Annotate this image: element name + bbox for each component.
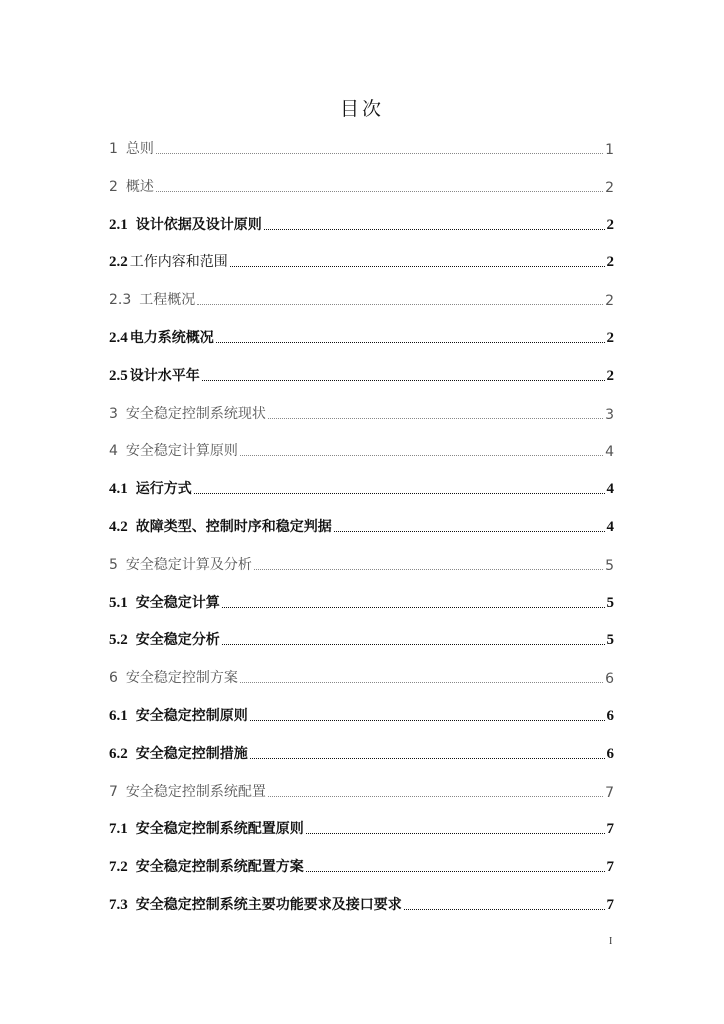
toc-entry-page: 6 — [606, 708, 614, 724]
toc-entry[interactable] — [109, 592, 614, 612]
toc-entry-number: 7.3 — [109, 897, 128, 913]
toc-entry-title: 安全稳定控制系统主要功能要求及接口要求 — [135, 897, 402, 913]
dot-leader — [222, 606, 605, 608]
toc-entry-label — [109, 818, 304, 838]
toc-entry[interactable] — [109, 289, 614, 309]
toc-entry-page: 5 — [606, 594, 614, 611]
toc-entry[interactable] — [109, 629, 614, 649]
toc-entry-page: 4 — [606, 519, 614, 535]
toc-entry-title: 安全稳定控制系统配置原则 — [135, 821, 304, 838]
toc-entry-label — [109, 781, 266, 801]
toc-entry-title: 概述 — [125, 178, 154, 195]
toc-entry-page: 2 — [605, 293, 614, 310]
toc-entry-page: 7 — [606, 897, 614, 913]
toc-entry-title: 安全稳定控制系统现状 — [125, 405, 266, 422]
toc-entry-page: 3 — [605, 406, 614, 423]
toc-entry-label — [109, 554, 252, 574]
toc-entry[interactable] — [109, 176, 614, 196]
toc-entry-title: 安全稳定计算及分析 — [125, 556, 252, 573]
toc-entry-label — [109, 592, 220, 612]
toc-entry-title: 设计水平年 — [129, 367, 200, 384]
toc-title: 目次 — [339, 98, 384, 120]
toc-entry-label — [109, 365, 200, 385]
dot-leader — [197, 303, 603, 305]
toc-entry-title: 安全稳定计算 — [135, 594, 220, 611]
toc-entry-label — [109, 894, 402, 914]
toc-entry-page: 2 — [606, 254, 614, 271]
toc-entry[interactable] — [109, 781, 614, 801]
toc-entry-label — [109, 856, 304, 876]
toc-entry-label — [109, 327, 214, 347]
toc-entry-title: 安全稳定控制方案 — [125, 670, 238, 687]
toc-entry-number: 6.1 — [109, 708, 128, 724]
dot-leader — [240, 681, 603, 683]
toc-entry-page: 2 — [605, 179, 614, 196]
toc-entry-number: 2.2 — [109, 254, 128, 271]
toc-entry-number: 1 — [109, 141, 118, 157]
dot-leader — [268, 795, 603, 797]
dot-leader — [216, 341, 605, 343]
toc-entry-label — [109, 667, 238, 687]
toc-entry[interactable] — [109, 516, 614, 536]
toc-entry-number: 4.2 — [109, 519, 128, 535]
toc-entry-title: 工程概况 — [139, 292, 196, 309]
toc-entry[interactable] — [109, 327, 614, 347]
dot-leader — [240, 454, 603, 456]
toc-entry-label — [109, 478, 192, 498]
dot-leader — [254, 568, 603, 570]
toc-entry[interactable] — [109, 554, 614, 574]
toc-entry[interactable] — [109, 894, 614, 914]
toc-entry-number: 2.1 — [109, 216, 128, 233]
toc-entry-page: 4 — [606, 481, 614, 498]
toc-entry-label — [109, 289, 195, 309]
toc-entry[interactable] — [109, 365, 614, 385]
dot-leader — [334, 530, 605, 532]
toc-entry-number: 2 — [109, 178, 118, 195]
toc-entry-label — [109, 629, 220, 649]
toc-entry[interactable] — [109, 440, 614, 460]
toc-entry-page: 5 — [606, 632, 614, 649]
dot-leader — [250, 719, 605, 721]
dot-leader — [230, 265, 605, 267]
toc-entry[interactable] — [109, 818, 614, 838]
dot-leader — [156, 190, 603, 192]
toc-entry-number: 4.1 — [109, 481, 128, 498]
toc-entry-title: 安全稳定计算原则 — [125, 443, 238, 460]
toc-entry-number: 2.4 — [109, 330, 128, 346]
toc-entry-page: 5 — [605, 557, 614, 574]
toc-entry-label — [109, 743, 248, 763]
toc-entry[interactable] — [109, 138, 614, 158]
toc-entry-number: 3 — [109, 405, 118, 422]
toc-entry-title: 安全稳定分析 — [135, 632, 220, 649]
toc-entry-title: 安全稳定控制系统配置方案 — [135, 859, 304, 876]
toc-entry-label — [109, 440, 238, 460]
toc-entry-number: 2.5 — [109, 367, 128, 384]
toc-entry-page: 7 — [606, 821, 614, 838]
toc-entry-page: 7 — [606, 859, 614, 876]
dot-leader — [306, 870, 605, 872]
toc-entry-number: 5.1 — [109, 594, 128, 611]
toc-entry[interactable] — [109, 856, 614, 876]
dot-leader — [268, 417, 603, 419]
dot-leader — [156, 152, 603, 154]
dot-leader — [250, 757, 605, 759]
toc-entry-page: 4 — [605, 444, 614, 461]
toc-entry-title: 安全稳定控制系统配置 — [125, 783, 266, 800]
toc-entry-number: 5.2 — [109, 632, 128, 649]
dot-leader — [306, 832, 605, 834]
toc-entry-title: 工作内容和范围 — [129, 254, 228, 271]
toc-entry-number: 7.2 — [109, 859, 128, 876]
toc-entry-page: 2 — [606, 330, 614, 346]
toc-entry-label — [109, 214, 262, 234]
dot-leader — [222, 643, 605, 645]
toc-entry-title: 运行方式 — [135, 481, 192, 498]
toc-entry[interactable] — [109, 403, 614, 423]
toc-entry[interactable] — [109, 667, 614, 687]
toc-entry-title: 设计依据及设计原则 — [135, 216, 262, 233]
toc-entry[interactable] — [109, 705, 614, 725]
toc-entry[interactable] — [109, 478, 614, 498]
dot-leader — [202, 379, 605, 381]
toc-entry-page: 7 — [605, 784, 614, 801]
toc-entry-number: 6.2 — [109, 745, 128, 762]
toc-entry-number: 6 — [109, 670, 118, 687]
toc-entry-page: 1 — [605, 142, 614, 158]
toc-entry-title: 电力系统概况 — [129, 330, 214, 346]
toc-entry[interactable] — [109, 251, 614, 271]
toc-entry-label — [109, 516, 332, 536]
toc-entry-number: 5 — [109, 556, 118, 573]
toc-entry[interactable] — [109, 214, 614, 234]
toc-entry-page: 2 — [606, 216, 614, 233]
toc-entry-page: 6 — [605, 671, 614, 688]
toc-entry-number: 2.3 — [109, 292, 132, 309]
page-number: I — [609, 936, 613, 947]
toc-entry-label — [109, 705, 248, 725]
toc-entry-title: 安全稳定控制措施 — [135, 745, 248, 762]
toc-entry-page: 2 — [606, 367, 614, 384]
dot-leader — [404, 908, 605, 910]
toc-entry-label — [109, 403, 266, 423]
toc-entry-label — [109, 176, 154, 196]
toc-entry-number: 7.1 — [109, 821, 128, 838]
toc-entry-label — [109, 251, 228, 271]
toc-entry[interactable] — [109, 743, 614, 763]
toc-entry-page: 6 — [606, 745, 614, 762]
toc-entry-number: 4 — [109, 443, 118, 460]
dot-leader — [264, 228, 605, 230]
toc-entry-title: 故障类型、控制时序和稳定判据 — [135, 519, 332, 535]
toc-entry-number: 7 — [109, 783, 118, 800]
toc-entry-label — [109, 138, 154, 158]
dot-leader — [194, 492, 605, 494]
toc-entry-title: 安全稳定控制原则 — [135, 708, 248, 724]
toc-entry-title: 总则 — [125, 141, 154, 157]
